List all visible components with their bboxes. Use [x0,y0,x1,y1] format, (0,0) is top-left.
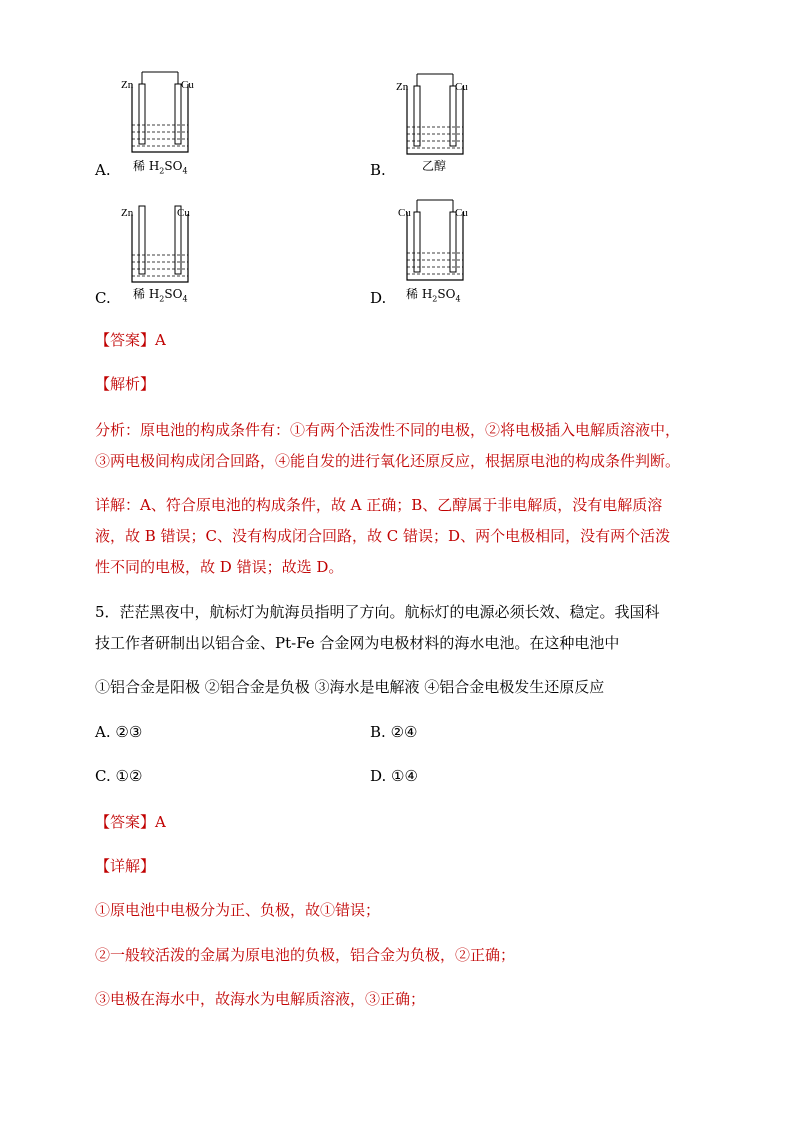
q5-option-b: B. ②④ [370,723,418,741]
q5-detail-label: 【详解】 [95,857,156,875]
figure-c-beaker-icon [125,200,195,290]
figure-c-caption: 稀 $H_2SO_4$ [133,287,188,304]
figure-c [95,200,215,310]
figure-b-right-electrode: Cu [455,81,468,93]
figure-a [95,70,215,180]
q4-detail-line-2: 液，故 B 错误；C、没有构成闭合回路，故 C 错误；D、两个电极相同，没有两个活泼 [95,527,671,545]
figure-b-left-electrode: Zn [396,81,409,93]
q5-option-d: D. ①④ [370,767,418,785]
q4-detail-line-1: 详解：A、符合原电池的构成条件，故 A 正确；B、乙醇属于非电解质，没有电解质溶 [95,496,663,514]
q5-stem-line-2: 技工作者研制出以铝合金、Pt-Fe 合金网为电极材料的海水电池。在这种电池中 [95,634,620,652]
figure-d [370,198,490,308]
q5-option-a: A. ②③ [95,723,143,741]
q5-detail-line-2: ②一般较活泼的金属为原电池的负极，铝合金为负极，②正确； [95,946,516,964]
figure-a-letter: A. [95,161,111,179]
q5-detail-line-3: ③电极在海水中，故海水为电解质溶液，③正确； [95,990,426,1008]
figure-b-letter: B. [370,161,386,179]
figure-d-right-electrode: Cu [455,207,468,219]
figure-b [370,72,490,182]
figure-a-right-electrode: Cu [181,79,194,91]
figure-d-beaker-icon [400,198,470,288]
figure-c-letter: C. [95,289,111,307]
figure-c-right-electrode: Cu [177,207,190,219]
figure-d-left-electrode: Cu [398,207,411,219]
figure-b-beaker-icon [400,72,470,162]
figure-a-beaker-icon [125,70,195,160]
q4-answer: 【答案】A [95,331,166,349]
q5-stem-line-1: 5．茫茫黑夜中，航标灯为航海员指明了方向。航标灯的电源必须长效、稳定。我国科 [95,603,660,621]
q4-analysis-label: 【解析】 [95,375,156,393]
q4-analysis-line-2: ③两电极间构成闭合回路，④能自发的进行氧化还原反应，根据原电池的构成条件判断。 [95,452,681,470]
figure-a-left-electrode: Zn [121,79,134,91]
q5-option-c: C. ①② [95,767,143,785]
q4-detail-line-3: 性不同的电极，故 D 错误；故选 D。 [95,558,344,576]
q4-analysis-line-1: 分析：原电池的构成条件有：①有两个活泼性不同的电极，②将电极插入电解质溶液中， [95,421,681,439]
q5-answer: 【答案】A [95,813,166,831]
figure-d-caption: 稀 $H_2SO_4$ [406,287,461,304]
figure-c-left-electrode: Zn [121,207,134,219]
figure-d-letter: D. [370,289,387,307]
q5-detail-line-1: ①原电池中电极分为正、负极，故①错误； [95,901,381,919]
figure-a-caption: 稀 $H_2SO_4$ [133,159,188,176]
q5-statements: ①铝合金是阳极 ②铝合金是负极 ③海水是电解液 ④铝合金电极发生还原反应 [95,678,605,696]
figure-b-caption: 乙醇 [422,159,447,173]
